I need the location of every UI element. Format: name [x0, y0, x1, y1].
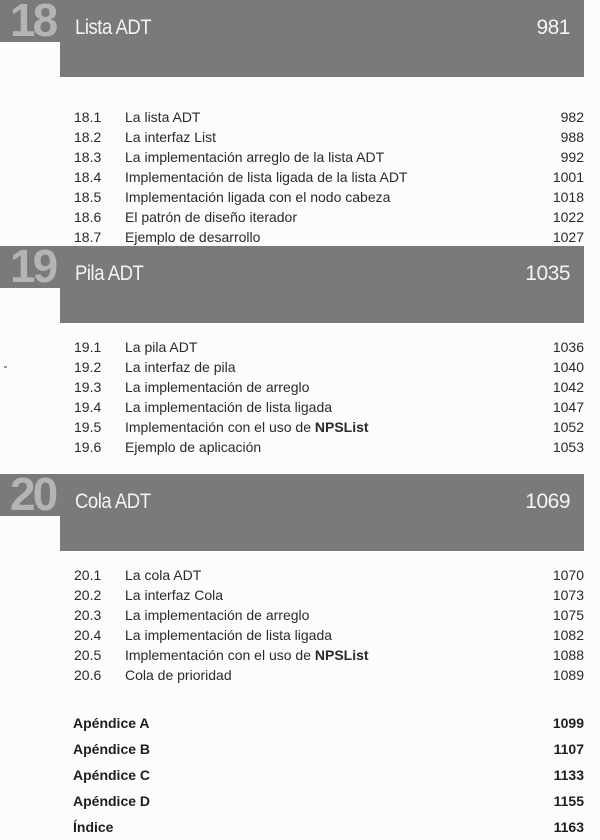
chapter-title: Cola ADT — [75, 490, 151, 513]
section-row[interactable] — [0, 207, 600, 227]
chapter-number: 18 — [10, 0, 56, 46]
section-title — [125, 187, 390, 207]
section-title-text: La cola ADT — [125, 567, 202, 583]
section-row[interactable] — [0, 585, 600, 605]
section-title — [125, 377, 309, 397]
section-page: 1027 — [552, 229, 584, 245]
section-page: 1053 — [552, 439, 584, 455]
section-row[interactable] — [0, 565, 600, 585]
chapter-page: 1035 — [525, 262, 570, 285]
section-number: 18.2 — [74, 129, 102, 145]
section-title — [125, 357, 236, 377]
section-title — [125, 337, 197, 357]
section-page: 1052 — [552, 419, 584, 435]
section-title-text: La implementación de arreglo — [125, 379, 310, 395]
section-title — [125, 207, 297, 227]
section-number: 19.3 — [74, 379, 102, 395]
section-title — [125, 665, 232, 685]
band-notch — [0, 42, 60, 77]
section-list-19 — [0, 337, 600, 457]
section-row[interactable] — [0, 605, 600, 625]
section-page: 1018 — [552, 189, 584, 205]
chapter-header-20[interactable] — [0, 468, 584, 551]
section-page: 1022 — [552, 209, 584, 225]
section-page: 988 — [560, 129, 584, 145]
section-page: 982 — [560, 109, 584, 125]
section-row[interactable] — [0, 357, 600, 377]
chapter-title: Pila ADT — [75, 262, 144, 285]
section-page: 1042 — [552, 379, 584, 395]
section-number: 18.5 — [74, 189, 102, 205]
section-row[interactable] — [0, 227, 600, 247]
appendix-page: 1107 — [553, 741, 584, 757]
section-number: 18.1 — [74, 109, 102, 125]
section-number: 19.4 — [74, 399, 102, 415]
section-page: 1070 — [552, 567, 584, 583]
section-row[interactable] — [0, 417, 600, 437]
section-row[interactable] — [0, 397, 600, 417]
section-title — [125, 625, 332, 645]
section-title-text: La lista ADT — [125, 109, 201, 125]
section-number: 19.6 — [74, 439, 102, 455]
section-number: 20.1 — [74, 567, 102, 583]
appendix-page: 1163 — [553, 819, 584, 835]
section-row[interactable] — [0, 437, 600, 457]
chapter-header-19[interactable] — [0, 240, 584, 323]
section-title-text: La interfaz de pila — [125, 359, 236, 375]
section-title — [125, 127, 216, 147]
section-title — [125, 437, 261, 457]
appendix-title: Apéndice D — [73, 793, 151, 809]
section-number: 20.5 — [74, 647, 102, 663]
section-number: 19.1 — [74, 339, 102, 355]
section-title — [125, 397, 332, 417]
chapter-header-18[interactable] — [0, 0, 584, 77]
section-title — [125, 227, 260, 247]
section-title-text: Ejemplo de aplicación — [125, 439, 262, 455]
section-title — [125, 167, 407, 187]
section-number: 18.4 — [74, 169, 102, 185]
appendix-row-b[interactable] — [0, 736, 600, 762]
section-number: 18.3 — [74, 149, 102, 165]
section-page: 1036 — [552, 339, 584, 355]
section-title-text: Implementación de lista ligada de la lista ADT — [125, 169, 408, 185]
section-page: 992 — [560, 149, 584, 165]
section-title-text: Implementación con el uso de — [125, 419, 315, 435]
section-page: 1088 — [552, 647, 584, 663]
section-row[interactable] — [0, 187, 600, 207]
margin-speck — [4, 366, 7, 368]
section-number: 18.7 — [74, 229, 102, 245]
section-page: 1082 — [552, 627, 584, 643]
section-number: 20.3 — [74, 607, 102, 623]
section-title-text: La implementación de lista ligada — [125, 399, 333, 415]
section-row[interactable] — [0, 645, 600, 665]
appendix-title: Apéndice B — [73, 741, 151, 757]
section-number: 20.2 — [74, 587, 102, 603]
section-row[interactable] — [0, 107, 600, 127]
appendix-row-d[interactable] — [0, 788, 600, 814]
appendix-row-a[interactable] — [0, 710, 600, 736]
appendix-page: 1133 — [553, 767, 584, 783]
section-page: 1073 — [552, 587, 584, 603]
appendix-title: Apéndice C — [73, 767, 151, 783]
section-row[interactable] — [0, 167, 600, 187]
section-title-text: El patrón de diseño iterador — [125, 209, 297, 225]
section-title-text: La interfaz List — [125, 129, 217, 145]
appendix-page: 1099 — [552, 715, 584, 731]
section-number: 19.2 — [74, 359, 102, 375]
section-list-18 — [0, 107, 600, 247]
section-title-text: Implementación con el uso de — [125, 647, 315, 663]
section-number: 20.6 — [74, 667, 102, 683]
section-title — [125, 605, 309, 625]
section-number: 19.5 — [74, 419, 102, 435]
section-number: 18.6 — [74, 209, 102, 225]
appendix-title: Índice — [73, 819, 114, 835]
section-row[interactable] — [0, 337, 600, 357]
section-title-text: Implementación ligada con el nodo cabeza — [125, 189, 391, 205]
section-list-20 — [0, 565, 600, 685]
section-row[interactable] — [0, 665, 600, 685]
section-title-text: La implementación arreglo de la lista ADT — [125, 149, 385, 165]
section-title-text: La implementación de lista ligada — [125, 627, 333, 643]
section-page: 1047 — [552, 399, 584, 415]
appendix-row-index[interactable] — [0, 814, 600, 840]
section-title — [125, 645, 369, 665]
band-notch — [0, 516, 60, 551]
appendix-row-c[interactable] — [0, 762, 600, 788]
section-title-code: NPSList — [314, 647, 369, 663]
section-page: 1089 — [552, 667, 584, 683]
section-title-text: La pila ADT — [125, 339, 198, 355]
chapter-page: 1069 — [525, 490, 570, 513]
appendix-title: Apéndice A — [73, 715, 150, 731]
section-title — [125, 417, 369, 437]
section-page: 1075 — [552, 607, 584, 623]
chapter-number: 19 — [10, 240, 56, 292]
section-row[interactable] — [0, 127, 600, 147]
section-page: 1040 — [552, 359, 584, 375]
section-row[interactable] — [0, 147, 600, 167]
appendix-list — [0, 710, 600, 840]
band-notch — [0, 288, 60, 323]
section-title — [125, 585, 223, 605]
chapter-page: 981 — [536, 16, 570, 39]
chapter-number: 20 — [10, 468, 56, 520]
section-row[interactable] — [0, 625, 600, 645]
section-title — [125, 107, 200, 127]
section-page: 1001 — [552, 169, 584, 185]
chapter-title: Lista ADT — [75, 16, 152, 39]
section-title-text: La implementación de arreglo — [125, 607, 310, 623]
appendix-page: 1155 — [553, 793, 584, 809]
section-title-code: NPSList — [314, 419, 369, 435]
section-title-text: La interfaz Cola — [125, 587, 224, 603]
section-title-text: Ejemplo de desarrollo — [125, 229, 261, 245]
section-title — [125, 565, 201, 585]
section-row[interactable] — [0, 377, 600, 397]
section-number: 20.4 — [74, 627, 102, 643]
section-title-text: Cola de prioridad — [125, 667, 232, 683]
section-title — [125, 147, 384, 167]
